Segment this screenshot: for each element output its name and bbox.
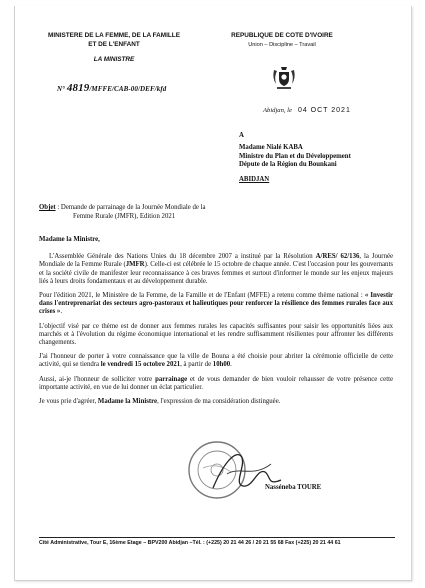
ministry-name-line1: MINISTERE DE LA FEMME, DE LA FAMILLE (48, 32, 180, 39)
recipient-title: Ministre du Plan et du Développement (239, 152, 351, 160)
recipient-role: Députe de la Région du Bounkani (239, 161, 337, 169)
closing-paragraph: Je vous prie d'agréer, Madame la Ministre, l'expression de ma considération distinguée. (39, 398, 281, 406)
official-stamp-and-signature-icon (183, 434, 293, 506)
object-label: Objet (39, 204, 56, 211)
letter-page (14, 6, 412, 581)
reference-code: /MFFE/CAB-00/DEF/kfd (89, 85, 167, 93)
footer-address: Cité Administrative, Tour E, 16ème Etage – BPV200 Abidjan –Tél. : (+225) 20 21 44 26 / 20 21 55 68 Fax (+225) 20 21 44 61 (39, 540, 341, 546)
ministry-name-line2: ET DE L'ENFANT (88, 40, 140, 48)
letter-object (39, 204, 389, 221)
republic-motto: Union – Discipline – Travail (248, 41, 316, 48)
object-line1: : Demande de parrainage de la Journée Mondiale de la (55, 204, 206, 211)
footer-divider (39, 537, 395, 538)
signatory-name: Nasséneba TOURE (265, 484, 322, 491)
republic-header (227, 32, 337, 49)
la-ministre-label: LA MINISTRE (93, 56, 135, 64)
paragraph-2: Pour l'édition 2021, le Ministère de la Femme, de la Famille et de l'Enfant (MFFE) a retenu comme thème national : « Investir dans l'entreprenariat des secteurs agro-pastoraux et halieutiques pour renforcer la résilience des femmes rurales face aux crises ». (39, 292, 393, 316)
republic-name: REPUBLIQUE DE COTE D'IVOIRE (231, 32, 333, 39)
paragraph-1: L'Assemblée Générale des Nations Unies du 18 décembre 2007 a institué par la Résolution A/RES/ 62/136, la Journée Mondiale de la Femme Rurale (JMFR). Celle-ci est célébrée le 15 octobre de chaque année. C'est l'occasion pour les gouvernants et la société civile de manifester leur reconnaissance à ces braves femmes et surtout d'informer le monde sur les enjeux majeurs liés à leurs droits fondamentaux et au développement durable. (39, 253, 393, 285)
reference-number: N° 4819/MFFE/CAB-00/DEF/kfd (57, 82, 167, 94)
paragraph-4: J'ai l'honneur de porter à votre connaissance que la ville de Bouna a été choisie pour abriter la cérémonie officielle de cette activité, qui se tiendra le vendredi 15 octobre 2021, à partir de 10h00. (39, 353, 393, 369)
letter-date: Abidjan, le 04 OCT 2021 (263, 107, 351, 114)
date-stamp: 04 OCT 2021 (297, 107, 351, 114)
recipient-block (239, 132, 351, 185)
recipient-to: A (239, 132, 244, 139)
ministry-header (39, 32, 189, 65)
coat-of-arms-icon (270, 64, 298, 92)
reference-handwritten-number: 4819 (66, 82, 90, 94)
recipient-name: Madame Nialé KABA (239, 143, 303, 151)
letter-body (39, 236, 393, 412)
paragraph-3: L'objectif visé par ce thème est de donner aux femmes rurales les capacités suffisantes pour saisir les opportunités liées aux marchés et à l'évolution du régime économique international et les rendre suffisamment résilientes pour affronter les différents changements. (39, 322, 393, 347)
recipient-city: ABIDJAN (239, 176, 270, 184)
paragraph-5: Aussi, ai-je l'honneur de solliciter votre parrainage et de vous demander de bien vouloir rehausser de votre présence cette importante activité, en vue de lui donner un éclat particulier. (39, 375, 393, 391)
object-line2: Femme Rurale (JMFR), Edition 2021 (73, 212, 176, 220)
salutation: Madame la Ministre, (39, 236, 100, 243)
